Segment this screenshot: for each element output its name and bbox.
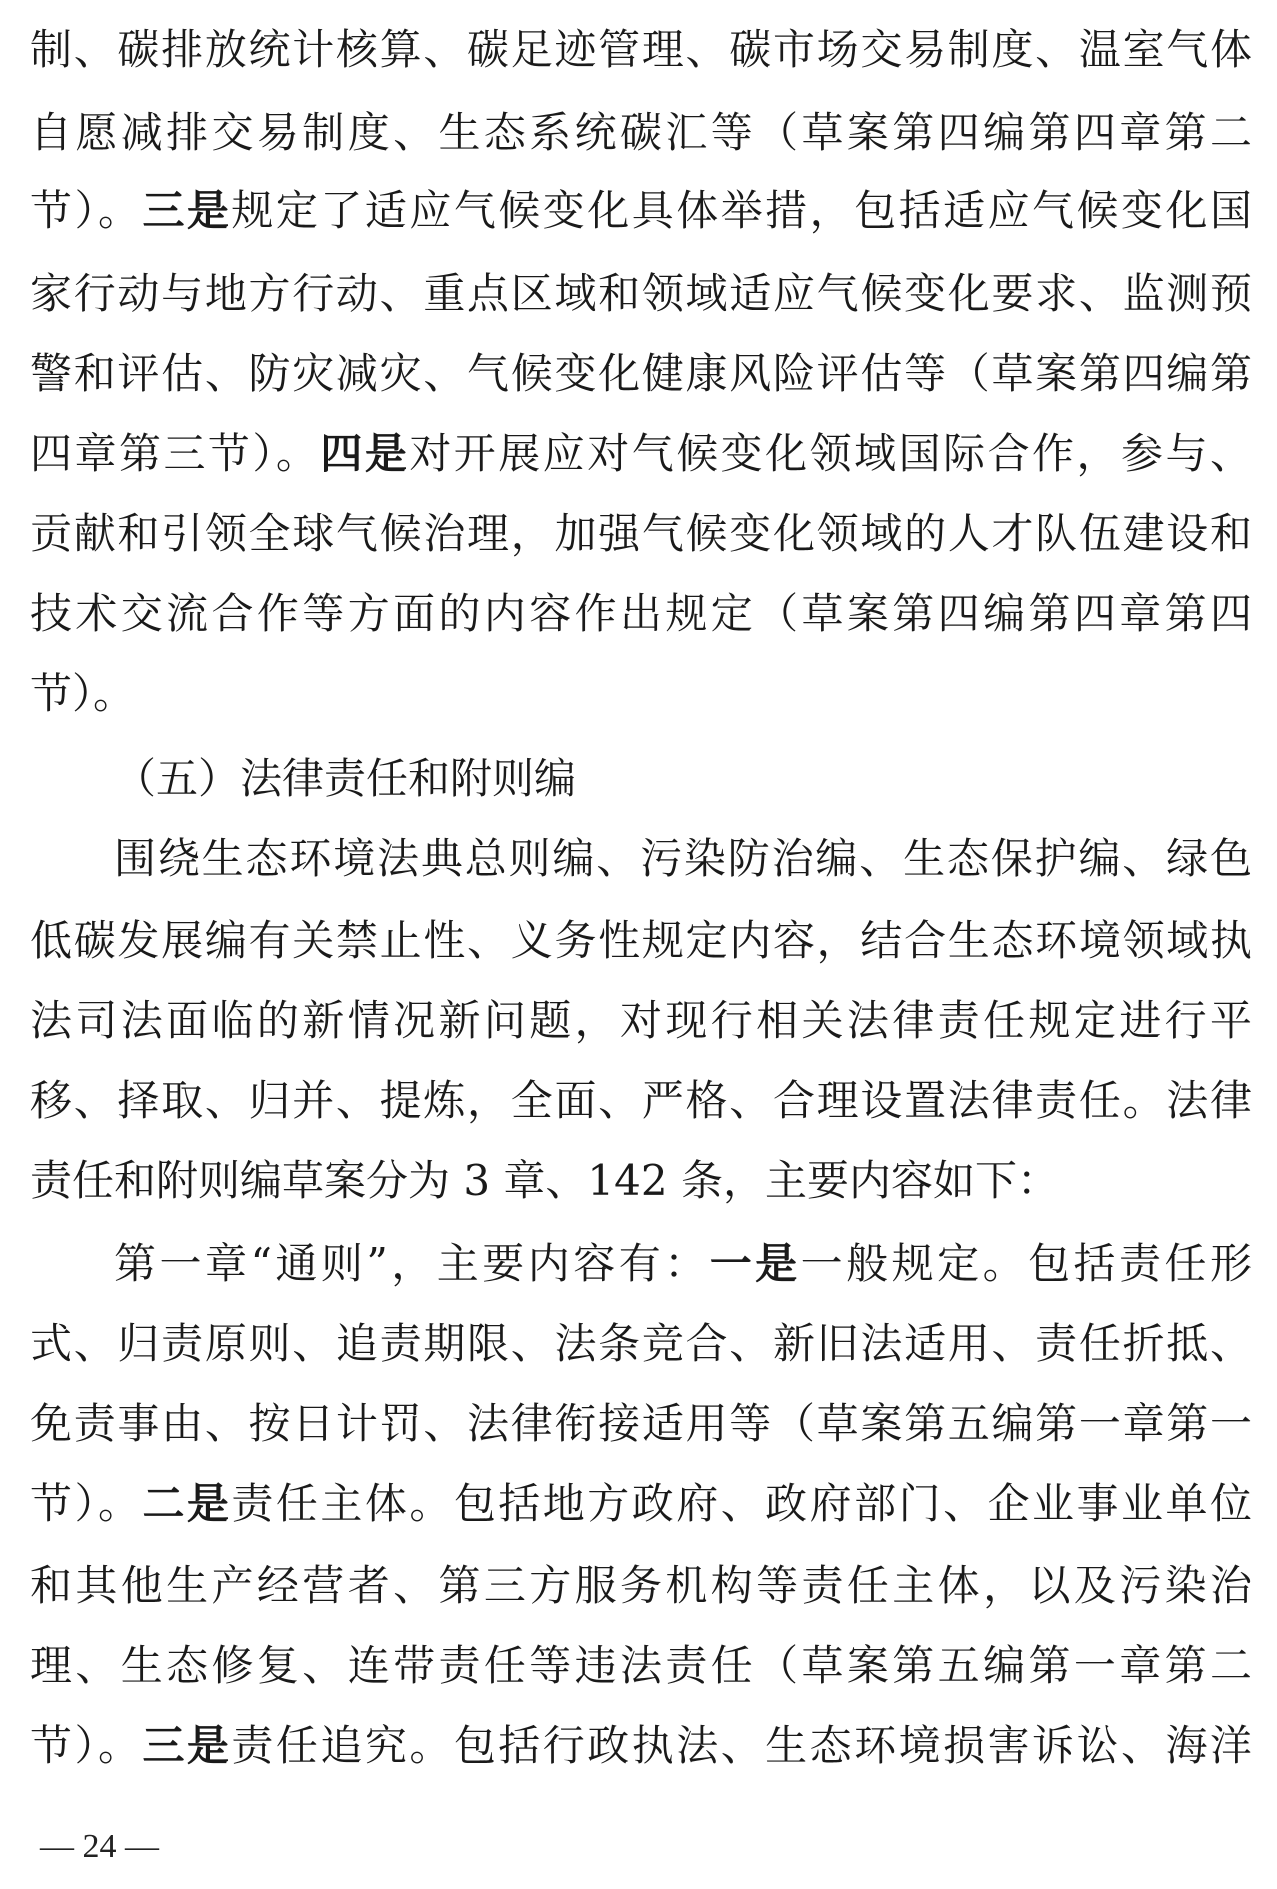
bold-lead-phrase: 三是: [142, 186, 232, 235]
text-segment: 式、归责原则、追责期限、法条竞合、新旧法适用、责任折抵、: [30, 1319, 1252, 1368]
text-line: [30, 1151, 1252, 1211]
text-segment: 技术交流合作等方面的内容作出规定（草案第四编第四章第四: [30, 589, 1252, 638]
text-segment: 自愿减排交易制度、生态系统碳汇等（草案第四编第四章第二: [30, 108, 1252, 157]
text-segment: 家行动与地方行动、重点区域和领域适应气候变化要求、监测预: [30, 269, 1252, 318]
text-line: [30, 1071, 1252, 1131]
text-line: [30, 1556, 1252, 1616]
text-segment: 责任和附则编草案分为 3 章、142 条，主要内容如下：: [30, 1156, 1059, 1205]
text-segment: 节）。: [30, 1479, 143, 1528]
text-segment: 责任追究。包括行政执法、生态环境损害诉讼、海洋: [231, 1721, 1252, 1770]
text-segment: 围绕生态环境法典总则编、污染防治编、生态保护编、绿色: [114, 834, 1252, 883]
text-segment: 低碳发展编有关禁止性、义务性规定内容，结合生态环境领域执: [30, 916, 1252, 965]
text-line: [30, 181, 1252, 241]
text-segment: 和其他生产经营者、第三方服务机构等责任主体，以及污染治: [30, 1561, 1252, 1610]
text-segment: 警和评估、防灾减灾、气候变化健康风险评估等（草案第四编第: [30, 349, 1252, 398]
bold-lead-phrase: 二是: [142, 1479, 232, 1528]
text-segment: 节）。: [30, 1721, 143, 1770]
bold-lead-phrase: 一是: [709, 1239, 801, 1288]
text-line: [30, 911, 1252, 971]
text-segment: 第一章“通则”，主要内容有：: [114, 1239, 710, 1288]
bold-lead-phrase: 三是: [142, 1721, 232, 1770]
text-segment: 规定了适应气候变化具体举措，包括适应气候变化国: [231, 186, 1252, 235]
text-line: [30, 264, 1252, 324]
text-line: [114, 829, 1252, 889]
text-line: [30, 1394, 1252, 1454]
text-segment: 责任主体。包括地方政府、政府部门、企业事业单位: [231, 1479, 1252, 1528]
text-line: [30, 1314, 1252, 1374]
text-segment: 移、择取、归并、提炼，全面、严格、合理设置法律责任。法律: [30, 1076, 1252, 1125]
text-segment: 制、碳排放统计核算、碳足迹管理、碳市场交易制度、温室气体: [30, 25, 1252, 74]
text-line: [30, 504, 1252, 564]
text-segment: （五）法律责任和附则编: [114, 754, 577, 803]
text-line: [30, 584, 1252, 644]
text-line: [30, 424, 1252, 484]
text-segment: 法司法面临的新情况新问题，对现行相关法律责任规定进行平: [30, 996, 1252, 1045]
text-segment: 对开展应对气候变化领域国际合作，参与、: [409, 429, 1252, 478]
text-segment: 四章第三节）。: [30, 429, 321, 478]
text-segment: 贡献和引领全球气候治理，加强气候变化领域的人才队伍建设和: [30, 509, 1252, 558]
text-segment: 理、生态修复、连带责任等违法责任（草案第五编第一章第二: [30, 1641, 1252, 1690]
section-heading: [114, 749, 1252, 809]
text-segment: 免责事由、按日计罚、法律衔接适用等（草案第五编第一章第一: [30, 1399, 1252, 1448]
text-line: [30, 1636, 1252, 1696]
bold-lead-phrase: 四是: [320, 429, 410, 478]
text-segment: 一般规定。包括责任形: [800, 1239, 1252, 1288]
text-segment: 节）。: [30, 186, 143, 235]
text-line: [30, 344, 1252, 404]
text-segment: 节）。: [30, 669, 136, 718]
text-line: [114, 1234, 1252, 1294]
page-number: — 24 —: [40, 1828, 159, 1865]
text-line: [30, 20, 1252, 80]
text-line: [30, 991, 1252, 1051]
text-line: [30, 1474, 1252, 1534]
text-line: [30, 1716, 1252, 1776]
text-line: [30, 103, 1252, 163]
text-line: [30, 664, 1252, 724]
